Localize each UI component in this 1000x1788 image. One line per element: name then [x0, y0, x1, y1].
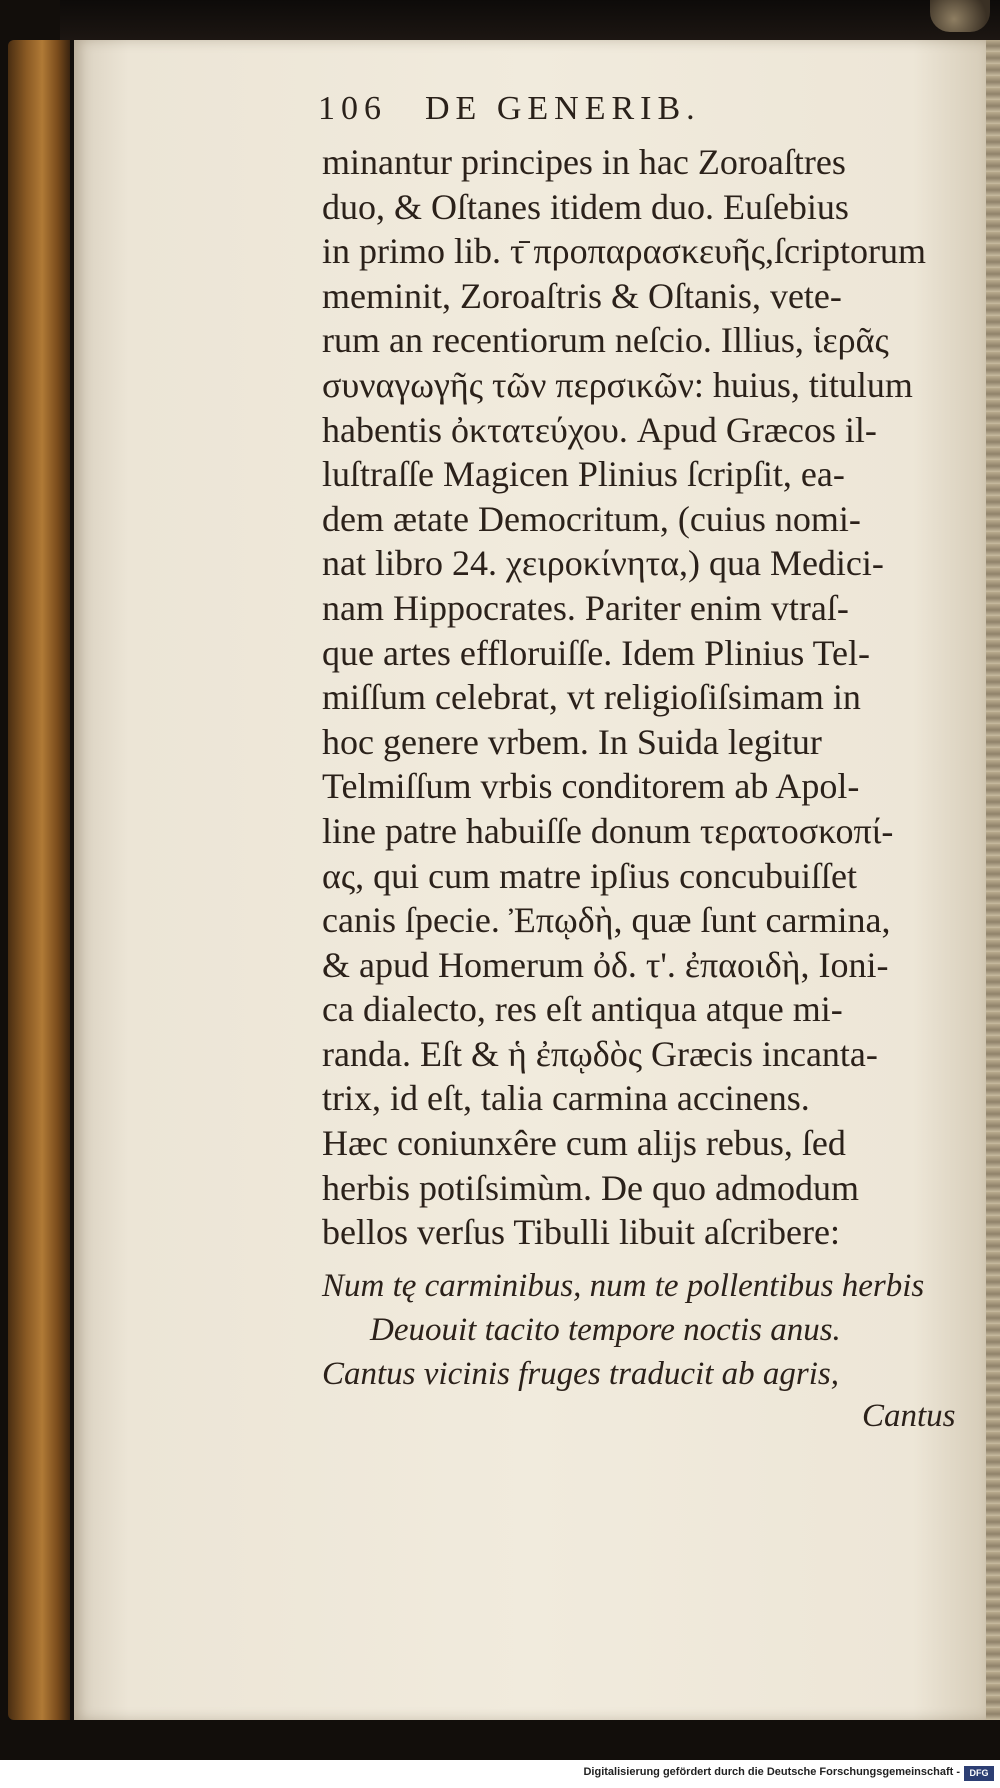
running-head: [318, 90, 878, 128]
text-line: rum an recentiorum neſcio. Illius, ἱερᾶς: [322, 320, 889, 361]
text-line: hoc genere vrbem. In Suida legitur: [322, 721, 822, 762]
text-line: nam Hippocrates. Pariter enim vtraſ-: [322, 587, 849, 628]
text-line: Telmiſſum vrbis conditorem ab Apol-: [322, 766, 860, 807]
text-line: herbis potiſsimùm. De quo admodum: [322, 1167, 859, 1208]
text-line: luſtraſſe Magicen Plinius ſcripſit, ea-: [322, 454, 845, 495]
verse-line: Deuouit tacito tempore noctis anus.: [370, 1312, 841, 1348]
text-line: que artes effloruiſſe. Idem Plinius Tel-: [322, 632, 871, 673]
body-text: [322, 140, 982, 1255]
book-binding: [8, 40, 70, 1720]
text-line: ας, qui cum matre ipſius concubuiſſet: [322, 855, 858, 896]
page-fore-edge: [986, 40, 1000, 1720]
text-line: miſſum celebrat, vt religioſiſsimam in: [322, 677, 861, 718]
footer-bar: [0, 1760, 1000, 1788]
text-line: ca dialecto, res eſt antiqua atque mi-: [322, 989, 843, 1030]
text-line: minantur principes in hac Zoroaſtres: [322, 142, 846, 182]
verse-line: Num tę carminibus, num te pollentibus herbis: [322, 1268, 925, 1304]
page-number: 106: [318, 90, 387, 127]
text-line: meminit, Zoroaſtris & Oſtanis, vete-: [322, 275, 842, 316]
dfg-logo: DFG: [964, 1766, 994, 1781]
text-line: randa. Eſt & ἡ ἐπῳδὸς Græcis incanta-: [322, 1033, 878, 1074]
text-line: & apud Homerum ὀδ. τ'. ἐπαοιδὴ, Ioni-: [322, 944, 889, 985]
text-line: nat libro 24. χειροκίνητα,) qua Medici-: [322, 543, 884, 584]
text-line: συναγωγῆς τῶν περσικῶν: huius, titulum: [322, 364, 913, 405]
text-line: canis ſpecie. Ἐπῳδὴ, quæ ſunt carmina,: [322, 900, 891, 941]
text-line: in primo lib. τ̄ προπαρασκευῆς,ſcriptorum: [322, 231, 927, 272]
text-line: duo, & Oſtanes itidem duo. Euſebius: [322, 186, 849, 227]
running-title: DE GENERIB.: [425, 90, 701, 127]
book-corner: [930, 0, 990, 32]
verse-line: Cantus vicinis fruges traducit ab agris,: [322, 1356, 840, 1392]
catchword: Cantus: [862, 1398, 956, 1434]
book-top-edge: [60, 0, 1000, 40]
text-line: trix, id eſt, talia carmina accinens.: [322, 1078, 810, 1119]
funding-credit: Digitalisierung gefördert durch die Deutsche Forschungsgemeinschaft -: [583, 1766, 960, 1778]
verse-quotation: [322, 1264, 988, 1396]
text-line: habentis ὀκτατεύχου. Apud Græcos il-: [322, 409, 877, 450]
text-line: line patre habuiſſe donum τερατοσκοπί-: [322, 810, 894, 851]
text-line: dem ætate Democritum, (cuius nomi-: [322, 498, 861, 539]
text-line: Hæc coniunxêre cum alijs rebus, ſed: [322, 1123, 846, 1164]
text-line: bellos verſus Tibulli libuit aſcribere:: [322, 1212, 840, 1253]
